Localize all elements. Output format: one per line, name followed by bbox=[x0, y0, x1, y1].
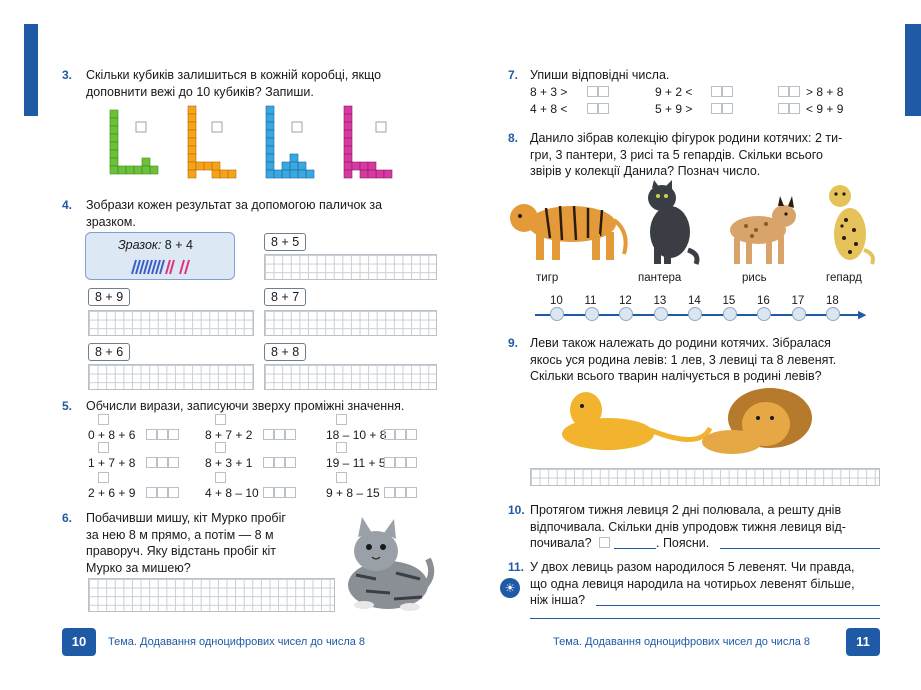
answer-grid[interactable] bbox=[264, 310, 437, 336]
sample-label: Зразок: bbox=[118, 238, 162, 252]
panther-illustration bbox=[634, 180, 704, 266]
answer-cell[interactable] bbox=[157, 487, 168, 498]
lynx-illustration bbox=[722, 196, 802, 266]
answer-grid[interactable] bbox=[264, 364, 437, 390]
number-line-label: 18 bbox=[826, 295, 839, 307]
compare-4-plus-8: 4 + 8 < bbox=[530, 102, 568, 116]
task-9-text: Леви також належать до родини котячих. Зібралася якось уся родина левів: 1 лев, 3 левиці та 8 левенят. Скільки всього тварин налічується в родині левів? bbox=[530, 336, 837, 383]
task-8-number: 8. bbox=[508, 131, 519, 145]
answer-cell[interactable] bbox=[263, 457, 274, 468]
sample-expression: 8 + 4 bbox=[164, 238, 193, 252]
number-line-mark[interactable] bbox=[826, 307, 840, 321]
intermediate-cell[interactable] bbox=[215, 414, 226, 425]
compare-9-plus-2: 9 + 2 < bbox=[655, 85, 693, 99]
cheetah-illustration bbox=[818, 180, 878, 266]
left-page-tab bbox=[24, 24, 38, 116]
answer-cell[interactable] bbox=[146, 457, 157, 468]
expression: 0 + 8 + 6 bbox=[88, 428, 136, 442]
task-11-number: 11. bbox=[508, 560, 525, 574]
task-11-text: У двох левиць разом народилося 5 левенят. Чи правда, що одна левиця народила на чотирьох левенят більше, bbox=[530, 560, 855, 591]
answer-cell[interactable] bbox=[157, 457, 168, 468]
expr-8-plus-8: 8 + 8 bbox=[264, 343, 306, 361]
task-10-number: 10. bbox=[508, 503, 525, 517]
answer-cell[interactable] bbox=[395, 429, 406, 440]
answer-cell[interactable] bbox=[711, 103, 722, 114]
answer-cell[interactable] bbox=[285, 487, 296, 498]
answer-grid[interactable] bbox=[530, 468, 880, 486]
task-11-line3: ніж інша? bbox=[530, 593, 586, 607]
number-line-mark[interactable] bbox=[619, 307, 633, 321]
intermediate-cell[interactable] bbox=[98, 472, 109, 483]
answer-cell[interactable] bbox=[598, 86, 609, 97]
number-line-label: 10 bbox=[550, 295, 563, 307]
answer-grid[interactable] bbox=[88, 364, 254, 390]
cube-towers-illustration bbox=[100, 100, 420, 180]
intermediate-cell[interactable] bbox=[215, 472, 226, 483]
answer-cell[interactable] bbox=[285, 429, 296, 440]
animal-label-panther: пантера bbox=[638, 272, 682, 284]
intermediate-cell[interactable] bbox=[336, 442, 347, 453]
answer-line[interactable] bbox=[596, 605, 880, 606]
number-line-mark[interactable] bbox=[688, 307, 702, 321]
answer-cell[interactable] bbox=[157, 429, 168, 440]
task-6-text: Побачивши мишу, кіт Мурко пробіг за нею 8 м прямо, а потім — 8 м праворуч. Яку відстань пробіг кіт Мурко за мишею? bbox=[86, 511, 286, 575]
task-5-text: Обчисли вирази, записуючи зверху проміжні значення. bbox=[86, 399, 405, 413]
number-line-label: 15 bbox=[722, 295, 736, 307]
number-line-mark[interactable] bbox=[723, 307, 737, 321]
number-line-label: 14 bbox=[688, 295, 701, 307]
arrow-right-icon: ▶ bbox=[858, 309, 867, 321]
answer-cell[interactable] bbox=[274, 429, 285, 440]
compare-5-plus-9: 5 + 9 > bbox=[655, 102, 693, 116]
answer-grid[interactable] bbox=[264, 254, 437, 280]
animal-label-cheetah: гепард bbox=[826, 272, 862, 284]
answer-line[interactable] bbox=[530, 618, 880, 619]
sample-box bbox=[85, 232, 235, 280]
expr-8-plus-5: 8 + 5 bbox=[264, 233, 306, 251]
expr-8-plus-6: 8 + 6 bbox=[88, 343, 130, 361]
answer-cell[interactable] bbox=[789, 86, 800, 97]
footer-right: Тема. Додавання одноцифрових чисел до числа 8 bbox=[553, 636, 811, 648]
task-5-number: 5. bbox=[62, 399, 73, 413]
animal-label-lynx: рись bbox=[742, 272, 767, 284]
intermediate-cell[interactable] bbox=[98, 442, 109, 453]
answer-cell[interactable] bbox=[722, 86, 733, 97]
lions-illustration bbox=[560, 380, 830, 460]
task-3-number: 3. bbox=[62, 68, 73, 82]
task-7-text: Упиши відповідні числа. bbox=[530, 68, 670, 82]
answer-cell[interactable] bbox=[384, 487, 395, 498]
answer-cell[interactable] bbox=[263, 429, 274, 440]
answer-cell[interactable] bbox=[778, 103, 789, 114]
task-8-text: Данило зібрав колекцію фігурок родини котячих: 2 ти- гри, 3 пантери, 3 рисі та 5 гепардів. Скільки всього звірів у колекції Данила? Познач число. bbox=[530, 131, 843, 178]
tiger-illustration bbox=[506, 192, 632, 264]
answer-grid[interactable] bbox=[88, 578, 335, 612]
expression: 8 + 7 + 2 bbox=[205, 428, 253, 442]
task-6-number: 6. bbox=[62, 511, 73, 525]
expression: 9 + 8 – 15 bbox=[326, 486, 380, 500]
sticks-illustration bbox=[128, 258, 198, 276]
answer-cell[interactable] bbox=[168, 457, 179, 468]
answer-cell[interactable] bbox=[168, 429, 179, 440]
compare-gt-8-plus-8: > 8 + 8 bbox=[806, 85, 844, 99]
lightbulb-icon: ☀ bbox=[500, 578, 520, 598]
answer-cell[interactable] bbox=[285, 457, 296, 468]
answer-grid[interactable] bbox=[88, 310, 254, 336]
answer-cell[interactable] bbox=[146, 429, 157, 440]
answer-cell[interactable] bbox=[395, 487, 406, 498]
answer-cell[interactable] bbox=[406, 429, 417, 440]
number-line-label: 17 bbox=[791, 295, 805, 307]
number-line-mark[interactable] bbox=[585, 307, 599, 321]
task-10-line3-b: . Поясни. bbox=[656, 536, 710, 550]
answer-cell[interactable] bbox=[263, 487, 274, 498]
answer-line[interactable] bbox=[720, 548, 880, 549]
answer-cell[interactable] bbox=[406, 457, 417, 468]
answer-cell[interactable] bbox=[778, 86, 789, 97]
number-line-mark[interactable] bbox=[757, 307, 771, 321]
expression: 19 – 11 + 5 bbox=[326, 456, 386, 470]
expression: 2 + 6 + 9 bbox=[88, 486, 136, 500]
answer-cell[interactable] bbox=[711, 86, 722, 97]
page-number-right: 11 bbox=[846, 628, 880, 656]
number-line-label: 13 bbox=[653, 295, 667, 307]
number-line-label: 12 bbox=[619, 295, 632, 307]
number-line-mark[interactable] bbox=[792, 307, 806, 321]
compare-8-plus-3: 8 + 3 > bbox=[530, 85, 568, 99]
number-line-label: 16 bbox=[757, 295, 770, 307]
answer-cell[interactable] bbox=[406, 487, 417, 498]
task-10-line3-a: почивала? bbox=[530, 536, 592, 550]
animal-label-tiger: тигр bbox=[536, 272, 559, 284]
answer-cell[interactable] bbox=[599, 537, 610, 548]
answer-cell[interactable] bbox=[168, 487, 179, 498]
answer-cell[interactable] bbox=[384, 457, 395, 468]
answer-cell[interactable] bbox=[598, 103, 609, 114]
answer-cell[interactable] bbox=[274, 487, 285, 498]
task-3-text: Скільки кубиків залишиться в кожній коробці, якщо доповнити вежі до 10 кубиків? Запиши. bbox=[86, 68, 382, 99]
task-7-number: 7. bbox=[508, 68, 519, 82]
intermediate-cell[interactable] bbox=[336, 472, 347, 483]
expression: 8 + 3 + 1 bbox=[205, 456, 253, 470]
footer-left: Тема. Додавання одноцифрових чисел до числа 8 bbox=[108, 636, 366, 648]
answer-cell[interactable] bbox=[587, 86, 598, 97]
answer-cell[interactable] bbox=[384, 429, 395, 440]
number-line-label: 11 bbox=[584, 295, 597, 307]
expression: 4 + 8 – 10 bbox=[205, 486, 259, 500]
expression: 18 – 10 + 8 bbox=[326, 428, 387, 442]
expr-8-plus-9: 8 + 9 bbox=[88, 288, 130, 306]
cat-illustration bbox=[336, 515, 436, 613]
answer-cell[interactable] bbox=[722, 103, 733, 114]
expr-8-plus-7: 8 + 7 bbox=[264, 288, 306, 306]
task-4-text: Зобрази кожен результат за допомогою паличок за зразком. bbox=[86, 198, 383, 229]
task-9-number: 9. bbox=[508, 336, 519, 350]
page-number-left: 10 bbox=[62, 628, 96, 656]
task-10-text: Протягом тижня левиця 2 дні полювала, а решту днів відпочивала. Скільки днів упродовж тижня левиця від- bbox=[530, 503, 846, 534]
expression: 1 + 7 + 8 bbox=[88, 456, 136, 470]
answer-cell[interactable] bbox=[274, 457, 285, 468]
number-line-mark[interactable] bbox=[550, 307, 564, 321]
task-4-number: 4. bbox=[62, 198, 73, 212]
intermediate-cell[interactable] bbox=[215, 442, 226, 453]
right-page-tab bbox=[905, 24, 921, 116]
answer-cell[interactable] bbox=[587, 103, 598, 114]
answer-cell[interactable] bbox=[395, 457, 406, 468]
answer-line[interactable] bbox=[614, 548, 656, 549]
answer-cell[interactable] bbox=[146, 487, 157, 498]
intermediate-cell[interactable] bbox=[336, 414, 347, 425]
answer-cell[interactable] bbox=[789, 103, 800, 114]
compare-lt-9-plus-9: < 9 + 9 bbox=[806, 102, 844, 116]
intermediate-cell[interactable] bbox=[98, 414, 109, 425]
number-line-mark[interactable] bbox=[654, 307, 668, 321]
